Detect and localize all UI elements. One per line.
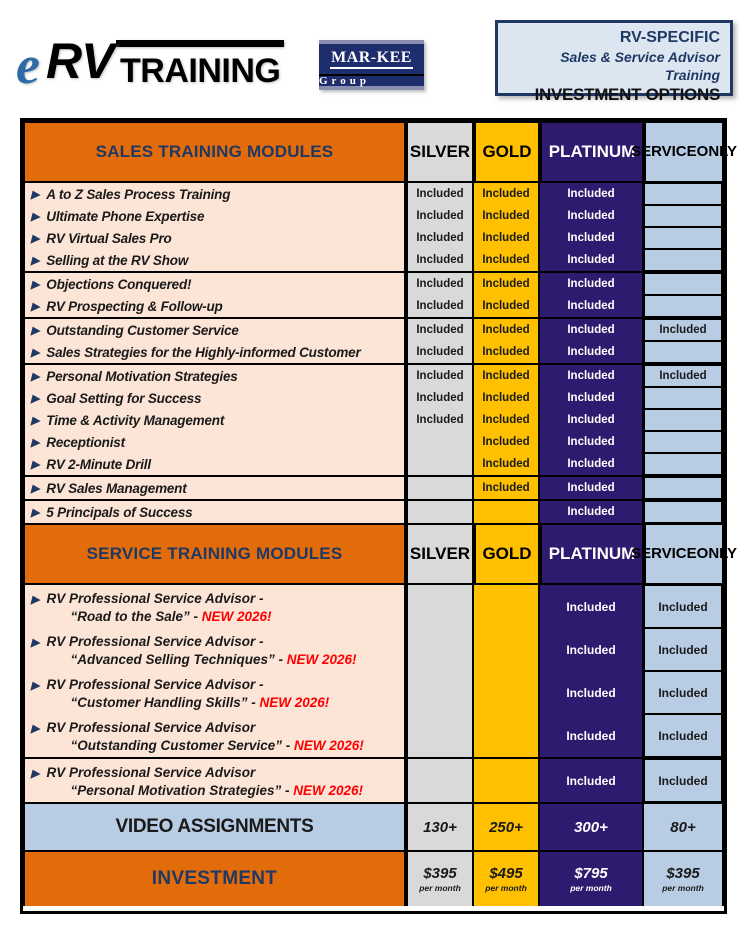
plan-header-service-only: [631, 121, 737, 183]
cell-platinum: Included: [566, 728, 616, 743]
cell-platinum: Included: [567, 232, 615, 244]
service-module-row[interactable]: [25, 671, 404, 714]
cell-silver: Included: [416, 346, 464, 358]
bullet-triangle-icon: ▶: [31, 232, 40, 245]
cell-platinum: Included: [567, 346, 615, 358]
investment-price-gold: [474, 852, 540, 906]
bullet-triangle-icon: ▶: [31, 723, 40, 735]
sales-module-row[interactable]: [25, 183, 404, 205]
cell-service: [644, 477, 722, 499]
logo-bar: [116, 40, 284, 47]
cell-service: Included: [644, 319, 722, 341]
new-2026-badge: NEW 2026!: [259, 695, 330, 711]
cell-platinum: Included: [566, 685, 616, 700]
service-module-line2: [46, 608, 271, 626]
sales-gold-column: [474, 477, 540, 499]
sales-modules-body: [23, 183, 724, 523]
logo-letter-e: e: [16, 35, 40, 95]
bullet-triangle-icon: ▶: [31, 278, 40, 291]
price-silver: $395: [423, 865, 457, 882]
sales-silver-column: [406, 319, 474, 363]
cell-service: [644, 409, 722, 431]
service-service-column: [644, 585, 724, 757]
sales-platinum-column: [540, 365, 644, 475]
cell-service: [644, 501, 722, 523]
cell-gold: Included: [482, 482, 530, 494]
cell-silver: [408, 628, 472, 671]
cell-gold: Included: [482, 210, 530, 222]
per-month-service: per month: [662, 883, 704, 893]
cell-silver: [408, 759, 472, 802]
cell-service: [644, 295, 722, 317]
cell-platinum: Included: [567, 414, 615, 426]
new-2026-badge: NEW 2026!: [286, 652, 357, 668]
service-module-label: [46, 676, 329, 709]
cell-gold: Included: [482, 414, 530, 426]
cell-platinum: Included: [567, 210, 615, 222]
sales-module-label: Outstanding Customer Service: [46, 322, 239, 338]
service-silver-column: [406, 585, 474, 757]
cell-platinum: Included: [567, 506, 615, 518]
sales-gold-column: [474, 501, 540, 523]
sales-module-names: [23, 501, 406, 523]
service-module-quote: “Customer Handling Skills” -: [70, 695, 260, 711]
plan-header-silver-2: SILVER: [406, 523, 474, 585]
sales-gold-column: [474, 365, 540, 475]
cell-silver: [408, 714, 472, 757]
sales-module-label: RV Virtual Sales Pro: [46, 230, 172, 246]
cell-gold: [474, 759, 538, 802]
cell-silver: Included: [416, 370, 464, 382]
cell-silver: [408, 671, 472, 714]
service-module-names: [23, 585, 406, 757]
sales-module-label: Goal Setting for Success: [46, 390, 202, 406]
bullet-triangle-icon: ▶: [31, 680, 40, 692]
cell-service: [644, 227, 722, 249]
sales-module-row[interactable]: [25, 319, 404, 341]
cell-service: [644, 183, 722, 205]
sales-module-group: [23, 271, 724, 317]
cell-service: [644, 273, 722, 295]
sales-module-label: RV Sales Management: [46, 480, 187, 496]
cell-silver: [408, 501, 472, 523]
cell-platinum: Included: [567, 482, 615, 494]
plan-header-platinum: PLATINUM: [540, 121, 644, 183]
title-line-investment-options: INVESTMENT OPTIONS: [534, 85, 720, 105]
cell-service: Included: [644, 585, 722, 628]
service-section-title: SERVICE TRAINING MODULES: [23, 523, 406, 585]
cell-service: Included: [644, 759, 722, 802]
service-platinum-column: [540, 759, 644, 802]
service-module-row[interactable]: [25, 714, 404, 757]
video-assignments-service: 80+: [644, 804, 724, 850]
sales-module-label: Receptionist: [46, 434, 125, 450]
new-2026-badge: NEW 2026!: [201, 609, 272, 625]
video-assignments-row: [23, 802, 724, 850]
sales-module-label: A to Z Sales Process Training: [46, 186, 231, 202]
cell-silver: [408, 477, 472, 499]
cell-platinum: Included: [567, 300, 615, 312]
cell-gold: Included: [482, 188, 530, 200]
price-service: $395: [666, 865, 700, 882]
price-gold: $495: [489, 865, 523, 882]
service-modules-body: [23, 585, 724, 802]
service-module-quote: “Advanced Selling Techniques” -: [70, 652, 287, 668]
investment-label: INVESTMENT: [23, 852, 406, 906]
bullet-triangle-icon: ▶: [31, 506, 40, 519]
sales-module-row[interactable]: [25, 365, 404, 387]
service-module-row[interactable]: [25, 585, 404, 628]
bullet-triangle-icon: ▶: [31, 436, 40, 449]
service-module-label: [46, 633, 356, 666]
service-module-quote: “Road to the Sale” -: [70, 609, 202, 625]
per-month-gold: per month: [485, 883, 527, 893]
cell-platinum: Included: [567, 188, 615, 200]
cell-gold: [474, 501, 538, 523]
cell-silver: Included: [416, 188, 464, 200]
service-module-line2: [46, 782, 363, 800]
video-assignments-silver: 130+: [406, 804, 474, 850]
cell-silver: [408, 585, 472, 628]
service-module-group: [23, 585, 724, 757]
cell-silver: Included: [416, 324, 464, 336]
cell-platinum: Included: [567, 278, 615, 290]
cell-gold: [474, 714, 538, 757]
sales-silver-column: [406, 477, 474, 499]
sales-service-column: [644, 501, 724, 523]
sales-module-row[interactable]: [25, 431, 404, 453]
sales-module-group: [23, 183, 724, 271]
cell-gold: Included: [482, 392, 530, 404]
cell-gold: Included: [482, 346, 530, 358]
cell-service: [644, 205, 722, 227]
cell-gold: [474, 585, 538, 628]
service-module-line1: RV Professional Service Advisor: [46, 720, 256, 735]
plan-header-service-line2-2: ONLY: [696, 545, 737, 563]
sales-service-column: [644, 319, 724, 363]
sales-silver-column: [406, 183, 474, 271]
cell-service: [644, 431, 722, 453]
cell-platinum: Included: [566, 642, 616, 657]
cell-platinum: Included: [566, 599, 616, 614]
logo-text-rv: RV: [46, 33, 114, 89]
plan-header-gold-2: GOLD: [474, 523, 540, 585]
cell-platinum: Included: [567, 436, 615, 448]
markee-group-word: Group: [319, 74, 424, 87]
cell-platinum: Included: [566, 773, 616, 788]
sales-gold-column: [474, 273, 540, 317]
cell-silver: Included: [416, 232, 464, 244]
video-assignments-gold: 250+: [474, 804, 540, 850]
sales-module-row[interactable]: [25, 249, 404, 271]
cell-service: Included: [644, 365, 722, 387]
title-line-rv-specific: RV-SPECIFIC: [619, 29, 720, 46]
service-gold-column: [474, 585, 540, 757]
service-module-quote: “Outstanding Customer Service” -: [70, 738, 295, 754]
sales-module-row[interactable]: [25, 453, 404, 475]
sales-module-label: 5 Principals of Success: [46, 504, 193, 520]
service-module-group: [23, 757, 724, 802]
video-assignments-label: VIDEO ASSIGNMENTS: [23, 804, 406, 850]
price-platinum: $795: [574, 865, 608, 882]
sales-module-names: [23, 273, 406, 317]
cell-silver: Included: [416, 254, 464, 266]
cell-platinum: Included: [567, 324, 615, 336]
markee-name: MAR-KEE: [330, 50, 413, 69]
service-service-column: [644, 759, 724, 802]
cell-service: [644, 387, 722, 409]
cell-gold: [474, 628, 538, 671]
mar-kee-group-logo: [319, 40, 424, 90]
sales-module-label: Personal Motivation Strategies: [46, 368, 238, 384]
sales-module-row[interactable]: [25, 387, 404, 409]
service-module-row[interactable]: [25, 628, 404, 671]
cell-service: [644, 249, 722, 271]
investment-row: [23, 850, 724, 906]
sales-module-group: [23, 317, 724, 363]
investment-price-service: [644, 852, 724, 906]
service-module-label: [46, 590, 271, 623]
sales-module-names: [23, 183, 406, 271]
per-month-silver: per month: [419, 883, 461, 893]
sales-module-label: Sales Strategies for the Highly-informed Customer: [46, 344, 361, 360]
sales-module-names: [23, 319, 406, 363]
sales-platinum-column: [540, 183, 644, 271]
erv-training-logo: [16, 33, 284, 95]
service-module-row[interactable]: [25, 759, 404, 802]
sales-module-row[interactable]: [25, 227, 404, 249]
cell-silver: Included: [416, 278, 464, 290]
sales-section-title: SALES TRAINING MODULES: [23, 121, 406, 183]
cell-silver: Included: [416, 392, 464, 404]
bullet-triangle-icon: ▶: [31, 482, 40, 495]
service-module-label: [46, 719, 363, 752]
cell-gold: Included: [482, 300, 530, 312]
sales-gold-column: [474, 319, 540, 363]
cell-service: Included: [644, 671, 722, 714]
service-module-line2: [46, 737, 363, 755]
bullet-triangle-icon: ▶: [31, 300, 40, 313]
service-silver-column: [406, 759, 474, 802]
plan-header-gold: GOLD: [474, 121, 540, 183]
cell-gold: Included: [482, 458, 530, 470]
pricing-table: [20, 118, 737, 914]
service-section-header-row: [23, 523, 737, 585]
cell-gold: Included: [482, 436, 530, 448]
new-2026-badge: NEW 2026!: [294, 738, 364, 754]
plan-header-platinum-2: PLATINUM: [540, 523, 644, 585]
cell-platinum: Included: [567, 458, 615, 470]
service-module-line1: RV Professional Service Advisor: [46, 765, 256, 780]
sales-module-names: [23, 365, 406, 475]
page-header: [0, 0, 747, 112]
plan-header-service-only-2: [631, 523, 737, 585]
plan-header-service-line1: SERVICE: [631, 143, 697, 161]
bullet-triangle-icon: ▶: [31, 392, 40, 405]
sales-platinum-column: [540, 501, 644, 523]
sales-module-group: [23, 499, 724, 523]
sales-module-label: Selling at the RV Show: [46, 252, 189, 268]
service-module-line1: RV Professional Service Advisor -: [46, 591, 264, 606]
bullet-triangle-icon: ▶: [31, 637, 40, 649]
service-module-names: [23, 759, 406, 802]
service-module-label: [46, 764, 363, 797]
sales-module-label: Time & Activity Management: [46, 412, 225, 428]
title-line-subtitle: Sales & Service Advisor Training: [560, 49, 720, 84]
sales-platinum-column: [540, 273, 644, 317]
investment-price-platinum: [540, 852, 644, 906]
service-module-line2: [46, 651, 356, 669]
bullet-triangle-icon: ▶: [31, 188, 40, 201]
logo-text-training: TRAINING: [120, 52, 281, 90]
plan-header-service-line2: ONLY: [696, 143, 737, 161]
bullet-triangle-icon: ▶: [31, 768, 40, 780]
service-platinum-column: [540, 585, 644, 757]
cell-gold: Included: [482, 254, 530, 266]
sales-module-row[interactable]: [25, 341, 404, 363]
sales-module-row[interactable]: [25, 409, 404, 431]
plan-header-silver: SILVER: [406, 121, 474, 183]
sales-silver-column: [406, 365, 474, 475]
bullet-triangle-icon: ▶: [31, 414, 40, 427]
cell-silver: Included: [416, 414, 464, 426]
service-gold-column: [474, 759, 540, 802]
sales-module-row[interactable]: [25, 477, 404, 499]
sales-gold-column: [474, 183, 540, 271]
bullet-triangle-icon: ▶: [31, 458, 40, 471]
plan-header-service-line1-2: SERVICE: [631, 545, 697, 563]
cell-service: Included: [644, 628, 722, 671]
sales-module-label: Ultimate Phone Expertise: [46, 208, 205, 224]
video-assignments-platinum: 300+: [540, 804, 644, 850]
sales-platinum-column: [540, 477, 644, 499]
cell-platinum: Included: [567, 392, 615, 404]
sales-module-row[interactable]: [25, 205, 404, 227]
sales-module-names: [23, 477, 406, 499]
service-module-line1: RV Professional Service Advisor -: [46, 677, 264, 692]
sales-module-row[interactable]: [25, 295, 404, 317]
sales-module-row[interactable]: [25, 501, 404, 523]
cell-gold: Included: [482, 278, 530, 290]
cell-silver: [408, 431, 472, 453]
sales-module-label: RV 2-Minute Drill: [46, 456, 151, 472]
bullet-triangle-icon: ▶: [31, 210, 40, 223]
cell-service: [644, 453, 722, 475]
cell-gold: Included: [482, 324, 530, 336]
sales-service-column: [644, 477, 724, 499]
per-month-platinum: per month: [570, 883, 612, 893]
bullet-triangle-icon: ▶: [31, 324, 40, 337]
new-2026-badge: NEW 2026!: [293, 783, 364, 799]
sales-service-column: [644, 183, 724, 271]
bullet-triangle-icon: ▶: [31, 346, 40, 359]
bullet-triangle-icon: ▶: [31, 594, 40, 606]
investment-price-silver: [406, 852, 474, 906]
cell-silver: [408, 453, 472, 475]
sales-service-column: [644, 273, 724, 317]
sales-silver-column: [406, 273, 474, 317]
sales-service-column: [644, 365, 724, 475]
sales-module-group: [23, 363, 724, 475]
sales-section-header-row: [23, 121, 737, 183]
service-module-quote: “Personal Motivation Strategies” -: [70, 783, 294, 799]
service-module-line1: RV Professional Service Advisor -: [46, 634, 264, 649]
sales-module-row[interactable]: [25, 273, 404, 295]
cell-gold: Included: [482, 370, 530, 382]
sales-platinum-column: [540, 319, 644, 363]
cell-gold: [474, 671, 538, 714]
sales-module-group: [23, 475, 724, 499]
cell-silver: Included: [416, 210, 464, 222]
cell-service: Included: [644, 714, 722, 757]
bullet-triangle-icon: ▶: [31, 370, 40, 383]
cell-silver: Included: [416, 300, 464, 312]
bullet-triangle-icon: ▶: [31, 254, 40, 267]
cell-platinum: Included: [567, 254, 615, 266]
cell-platinum: Included: [567, 370, 615, 382]
service-module-line2: [46, 694, 329, 712]
cell-gold: Included: [482, 232, 530, 244]
title-box: [495, 20, 733, 105]
cell-service: [644, 341, 722, 363]
sales-module-label: Objections Conquered!: [46, 276, 192, 292]
sales-silver-column: [406, 501, 474, 523]
sales-module-label: RV Prospecting & Follow-up: [46, 298, 223, 314]
